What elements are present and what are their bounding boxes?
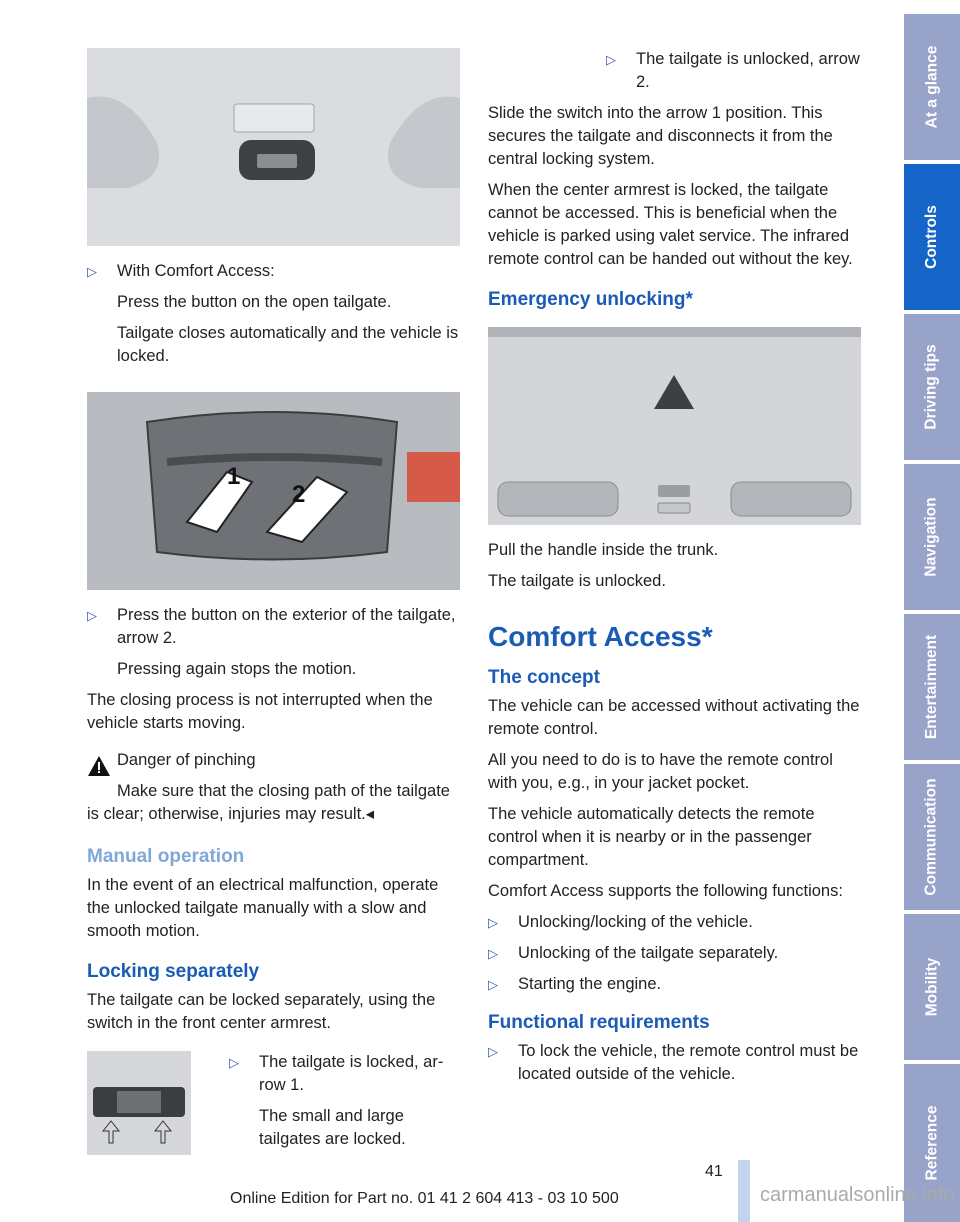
watermark-logo: carmanualsonline.info bbox=[760, 1184, 955, 1206]
figure-armrest-switch bbox=[87, 1051, 191, 1155]
paragraph: The closing process is not interrupted when the vehicle starts moving. bbox=[87, 691, 433, 732]
bullet-triangle-icon: ▷ bbox=[488, 946, 498, 961]
paragraph: In the event of an electrical malfunction, operate the unlocked tailgate manually with a slow and smooth motion. bbox=[87, 876, 439, 940]
heading-functional-requirements: Functional requirements bbox=[488, 1012, 710, 1033]
heading-the-concept: The concept bbox=[488, 667, 600, 688]
bullet-text: The tailgate is unlocked, arrow 2. bbox=[636, 50, 860, 91]
bullet-text: Unlocking of the tailgate separately. bbox=[518, 944, 779, 962]
bullet-text: Press the button on the exterior of the tailgate, arrow 2. bbox=[117, 606, 456, 647]
warning-block bbox=[87, 749, 460, 772]
warning-icon bbox=[87, 755, 111, 777]
warning-title: Danger of pinching bbox=[117, 751, 256, 769]
right-column bbox=[488, 48, 862, 1094]
bullet-exterior-button bbox=[87, 604, 460, 650]
tab-mobility[interactable]: Mobility bbox=[904, 914, 960, 1060]
warning-text: Make sure that the closing path of the tailgate is clear; otherwise, injuries may result.◂ bbox=[87, 782, 450, 823]
figure-emergency-handle bbox=[488, 327, 861, 525]
tab-entertainment[interactable]: Entertainment bbox=[904, 614, 960, 760]
bullet-triangle-icon: ▷ bbox=[606, 52, 616, 67]
tab-controls[interactable]: Controls bbox=[904, 164, 960, 310]
arrow-2-label: 2 bbox=[292, 481, 306, 508]
bullet-triangle-icon: ▷ bbox=[87, 264, 97, 279]
footer-text: Online Edition for Part no. 01 41 2 604 413 - 03 10 500 bbox=[230, 1190, 619, 1207]
heading-comfort-access: Comfort Access* bbox=[488, 621, 713, 652]
paragraph: When the center armrest is locked, the tailgate cannot be accessed. This is beneficial when the vehicle is parked using valet service. The infrared remote control can be handed out without the key. bbox=[488, 181, 853, 268]
bullet-text: To lock the vehicle, the remote control must be located outside of the vehicle. bbox=[518, 1042, 859, 1083]
paragraph: The tailgate is unlocked. bbox=[488, 572, 666, 590]
heading-locking-separately: Locking separately bbox=[87, 961, 260, 982]
bullet-unlocked bbox=[606, 48, 862, 94]
tab-at-a-glance[interactable]: At a glance bbox=[904, 14, 960, 160]
paragraph: Pressing again stops the motion. bbox=[117, 660, 357, 678]
paragraph: The small and large tailgates are locked. bbox=[259, 1107, 406, 1148]
bullet-function bbox=[488, 973, 862, 996]
bullet-triangle-icon: ▷ bbox=[488, 1044, 498, 1059]
tab-navigation[interactable]: Navigation bbox=[904, 464, 960, 610]
arrow-1-label: 1 bbox=[227, 463, 241, 490]
paragraph: Press the button on the open tailgate. bbox=[117, 293, 392, 311]
bullet-function bbox=[488, 942, 862, 965]
bullet-locked bbox=[229, 1051, 460, 1097]
tailgate-button-illustration bbox=[87, 48, 460, 246]
bullet-function bbox=[488, 911, 862, 934]
tab-driving-tips[interactable]: Driving tips bbox=[904, 314, 960, 460]
paragraph: The tailgate can be locked separately, using the switch in the front center armrest. bbox=[87, 991, 436, 1032]
bullet-text: The tailgate is locked, arrow 1. bbox=[259, 1053, 444, 1094]
figure-car-rear bbox=[87, 392, 460, 590]
heading-manual-operation: Manual operation bbox=[87, 846, 245, 867]
bullet-requirement bbox=[488, 1040, 862, 1086]
locking-figure-row bbox=[87, 1051, 460, 1159]
left-column bbox=[87, 48, 460, 1159]
emergency-handle-illustration bbox=[488, 327, 861, 525]
tab-reference[interactable]: Reference bbox=[904, 1064, 960, 1222]
page-marker bbox=[738, 1160, 750, 1222]
paragraph: Tailgate closes automatically and the vehicle is locked. bbox=[117, 324, 459, 365]
paragraph: Comfort Access supports the following functions: bbox=[488, 882, 843, 900]
tab-communication[interactable]: Communication bbox=[904, 764, 960, 910]
heading-emergency-unlocking: Emergency unlocking* bbox=[488, 289, 693, 310]
figure-tailgate-button bbox=[87, 48, 460, 246]
bullet-triangle-icon: ▷ bbox=[229, 1055, 239, 1070]
bullet-text: Starting the engine. bbox=[518, 975, 662, 993]
bullet-triangle-icon: ▷ bbox=[488, 977, 498, 992]
car-rear-illustration bbox=[87, 392, 460, 590]
bullet-triangle-icon: ▷ bbox=[87, 608, 97, 623]
paragraph: Pull the handle inside the trunk. bbox=[488, 541, 719, 559]
bullet-comfort-access bbox=[87, 260, 460, 283]
paragraph: All you need to do is to have the remote control with you, e.g., in your jacket pocket. bbox=[488, 751, 833, 792]
bullet-triangle-icon: ▷ bbox=[488, 915, 498, 930]
bullet-text: With Comfort Access: bbox=[117, 262, 275, 280]
paragraph: Slide the switch into the arrow 1 position. This secures the tailgate and disconnects it from the central locking system. bbox=[488, 104, 833, 168]
paragraph: The vehicle automatically detects the remote control when it is nearby or in the passenger compartment. bbox=[488, 805, 815, 869]
armrest-switch-illustration bbox=[87, 1051, 191, 1155]
bullet-text: Unlocking/locking of the vehicle. bbox=[518, 913, 753, 931]
paragraph: The vehicle can be accessed without activating the remote control. bbox=[488, 697, 860, 738]
chapter-tabs bbox=[904, 14, 960, 1222]
page-number: 41 bbox=[705, 1163, 723, 1180]
